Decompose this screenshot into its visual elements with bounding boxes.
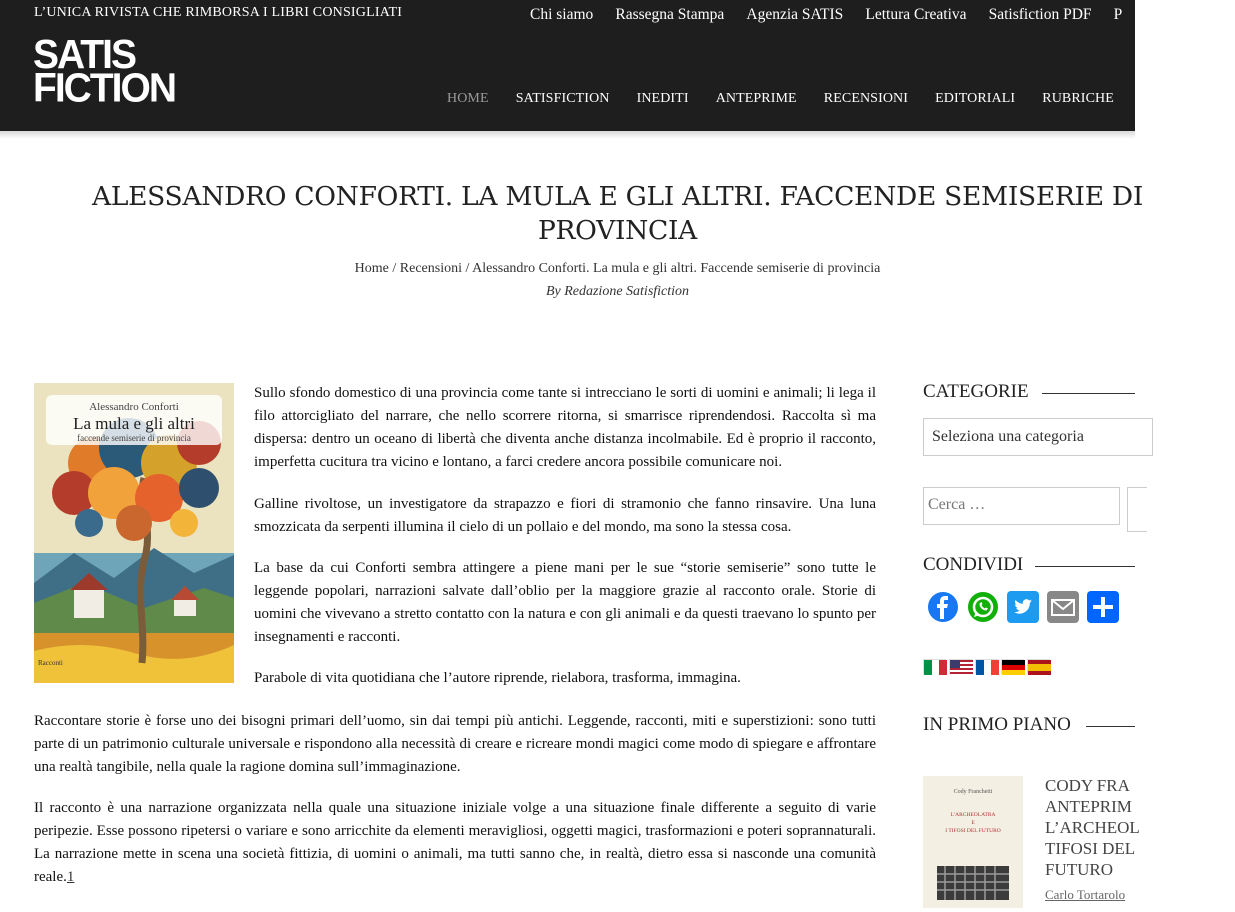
- top-nav-rassegna-stampa[interactable]: Rassegna Stampa: [615, 6, 725, 23]
- article-paragraph: La base da cui Conforti sembra attingere a piene mani per le sue “storie semiserie” sono tutte le leggende popolari, narrazioni salvate dall’oblio per la maggiore grazie al racconto orale. Storie di uomini che vivevano a stretto contatto con la natura e con gli animali e da questi traevano lo spunto per insegnamenti e racconti.: [254, 560, 876, 645]
- tagline: L’UNICA RIVISTA CHE RIMBORSA I LIBRI CONSIGLIATI: [34, 5, 403, 20]
- main-nav: [447, 87, 1203, 107]
- article-paragraph: Galline rivoltose, un investigatore da strapazzo e fiori di stramonio che fanno rinsavire. Una luna smozzicata da serpenti illumina il cielo di un pollaio e del mondo, ma sono la stessa cosa.: [254, 496, 876, 535]
- facebook-icon[interactable]: [927, 591, 959, 623]
- site-header: [0, 0, 1182, 131]
- byline: By Redazione Satisfiction: [545, 284, 690, 299]
- categories-widget-title: CATEGORIE: [923, 381, 1029, 402]
- cover-publisher: Racconti: [38, 659, 63, 667]
- page-title-line-1: ALESSANDRO CONFORTI. LA MULA E GLI ALTRI. FACCENDE SEMISERIE DI: [91, 181, 1144, 212]
- cover-author: Alessandro Conforti: [89, 401, 179, 413]
- thumbnail-title-line: L’ARCHEOLATRA: [950, 812, 996, 818]
- cover-subtitle: faccende semiserie di provincia: [77, 433, 191, 443]
- nav-inediti[interactable]: INEDITI: [636, 91, 689, 106]
- flag-italy-icon[interactable]: [923, 659, 946, 674]
- nav-rubriche[interactable]: RUBRICHE: [1042, 91, 1114, 106]
- article-paragraph: Parabole di vita quotidiana che l’autore riprende, rielabora, trasforma, immagina.: [254, 670, 741, 686]
- top-nav-agenzia-satis[interactable]: Agenzia SATIS: [746, 6, 844, 23]
- thumbnail-author: Cody Franchetti: [953, 789, 993, 795]
- flag-france-icon[interactable]: [975, 659, 998, 674]
- breadcrumb-separator: /: [388, 261, 400, 276]
- header-shadow: [0, 131, 1135, 139]
- logo-line-2: FICTION: [33, 65, 175, 111]
- book-cover-image: [34, 383, 234, 683]
- top-nav-lettura-creativa[interactable]: Lettura Creativa: [865, 6, 967, 23]
- language-flags: [923, 659, 1053, 678]
- page-title: [0, 180, 1235, 248]
- nav-anteprime[interactable]: ANTEPRIME: [715, 91, 797, 106]
- nav-home[interactable]: HOME: [447, 91, 489, 106]
- article-paragraph: [34, 797, 876, 889]
- top-nav: [530, 4, 1139, 24]
- thumbnail-title-line: E: [971, 820, 975, 826]
- divider: [1086, 726, 1135, 727]
- twitter-icon[interactable]: [1007, 591, 1039, 623]
- whatsapp-icon[interactable]: [967, 591, 999, 623]
- top-nav-satisfiction-pdf[interactable]: Satisfiction PDF: [988, 6, 1092, 23]
- featured-post-title-line: CODY FRA: [1045, 776, 1130, 795]
- featured-post-title[interactable]: [1045, 775, 1155, 880]
- nav-editoriali[interactable]: EDITORIALI: [935, 91, 1016, 106]
- logo-line-1: SATIS: [33, 32, 135, 78]
- featured-post-title-line: L’ARCHEOL: [1045, 818, 1140, 837]
- footnote-link[interactable]: 1: [66, 869, 75, 885]
- article-paragraph: Sullo sfondo domestico di una provincia come tante si intrecciano le sorti di uomini e animali; li lega il filo attorcigliato del narrare, che nello scorrere ritorna, si smarrisce riprendendosi. Raccolta sì ma dispersa: dentro un oceano di libertà che diventa anche distanza incolmabile. Ed è proprio il racconto, imperfetta cucitura tra vicino e lontano, a farci credere ancora possibile comunicare noi.: [254, 385, 876, 470]
- nav-connessioni[interactable]: CONN: [1140, 91, 1182, 106]
- divider: [1035, 566, 1135, 567]
- search-input[interactable]: Cerca …: [923, 487, 1120, 525]
- breadcrumb: [0, 261, 1235, 277]
- breadcrumb-current: Alessandro Conforti. La mula e gli altri. Faccende semiserie di provincia: [472, 261, 881, 276]
- flag-germany-icon[interactable]: [1001, 659, 1024, 674]
- nav-satisfiction[interactable]: SATISFICTION: [515, 91, 610, 106]
- site-logo[interactable]: [33, 32, 175, 111]
- featured-post-title-line: TIFOSI DEL: [1045, 839, 1136, 858]
- thumbnail-title-line: I TIFOSI DEL FUTURO: [945, 828, 1001, 834]
- search-button[interactable]: [1127, 487, 1147, 532]
- cover-title: La mula e gli altri: [73, 414, 195, 433]
- featured-post-thumbnail[interactable]: [923, 776, 1023, 908]
- featured-widget-title: IN PRIMO PIANO: [923, 714, 1071, 735]
- share-icon[interactable]: [1087, 591, 1119, 623]
- article-paragraph: Raccontare storie è forse uno dei bisogni primari dell’uomo, sin dai tempi più antichi. Leggende, racconti, miti e superstizioni: sono tutti parte di un patrimonio culturale universale e rispondono alla necessità di creare e ricreare mondi magici come modo di spiegare e affrontare una realtà tangibile, nella quale la ragione domina sull’immaginazione.: [34, 713, 876, 775]
- email-icon[interactable]: [1047, 591, 1079, 623]
- featured-post-title-line: ANTEPRIM: [1045, 797, 1132, 816]
- featured-post-author[interactable]: Carlo Tortarolo: [1045, 887, 1126, 902]
- divider: [1042, 393, 1135, 394]
- category-select[interactable]: Seleziona una categoria: [923, 418, 1153, 456]
- nav-recensioni[interactable]: RECENSIONI: [823, 91, 909, 106]
- flag-usa-icon[interactable]: [949, 659, 972, 674]
- breadcrumb-separator: /: [461, 261, 473, 276]
- breadcrumb-home[interactable]: Home: [354, 261, 389, 276]
- breadcrumb-recensioni[interactable]: Recensioni: [399, 261, 462, 276]
- share-widget-title: CONDIVIDI: [923, 554, 1024, 575]
- top-nav-more[interactable]: P: [1113, 6, 1123, 23]
- flag-spain-icon[interactable]: [1027, 659, 1050, 674]
- article-paragraph-text: Il racconto è una narrazione organizzata nella quale una situazione iniziale volge a una situazione finale differente a seguito di varie peripezie. Esse possono ripetersi o variare e sono arricchite da elementi meravigliosi, oggetti magici, trasformazioni e poteri soprannaturali. La narrazione mette in scena una società fittizia, di uomini o animali, ma tutti sanno che, in realtà, dietro essa si nasconde una comunità reale.: [34, 800, 876, 885]
- featured-post-title-line: FUTURO: [1045, 860, 1114, 879]
- top-nav-chi-siamo[interactable]: Chi siamo: [530, 6, 594, 23]
- page-title-line-2: PROVINCIA: [537, 215, 698, 246]
